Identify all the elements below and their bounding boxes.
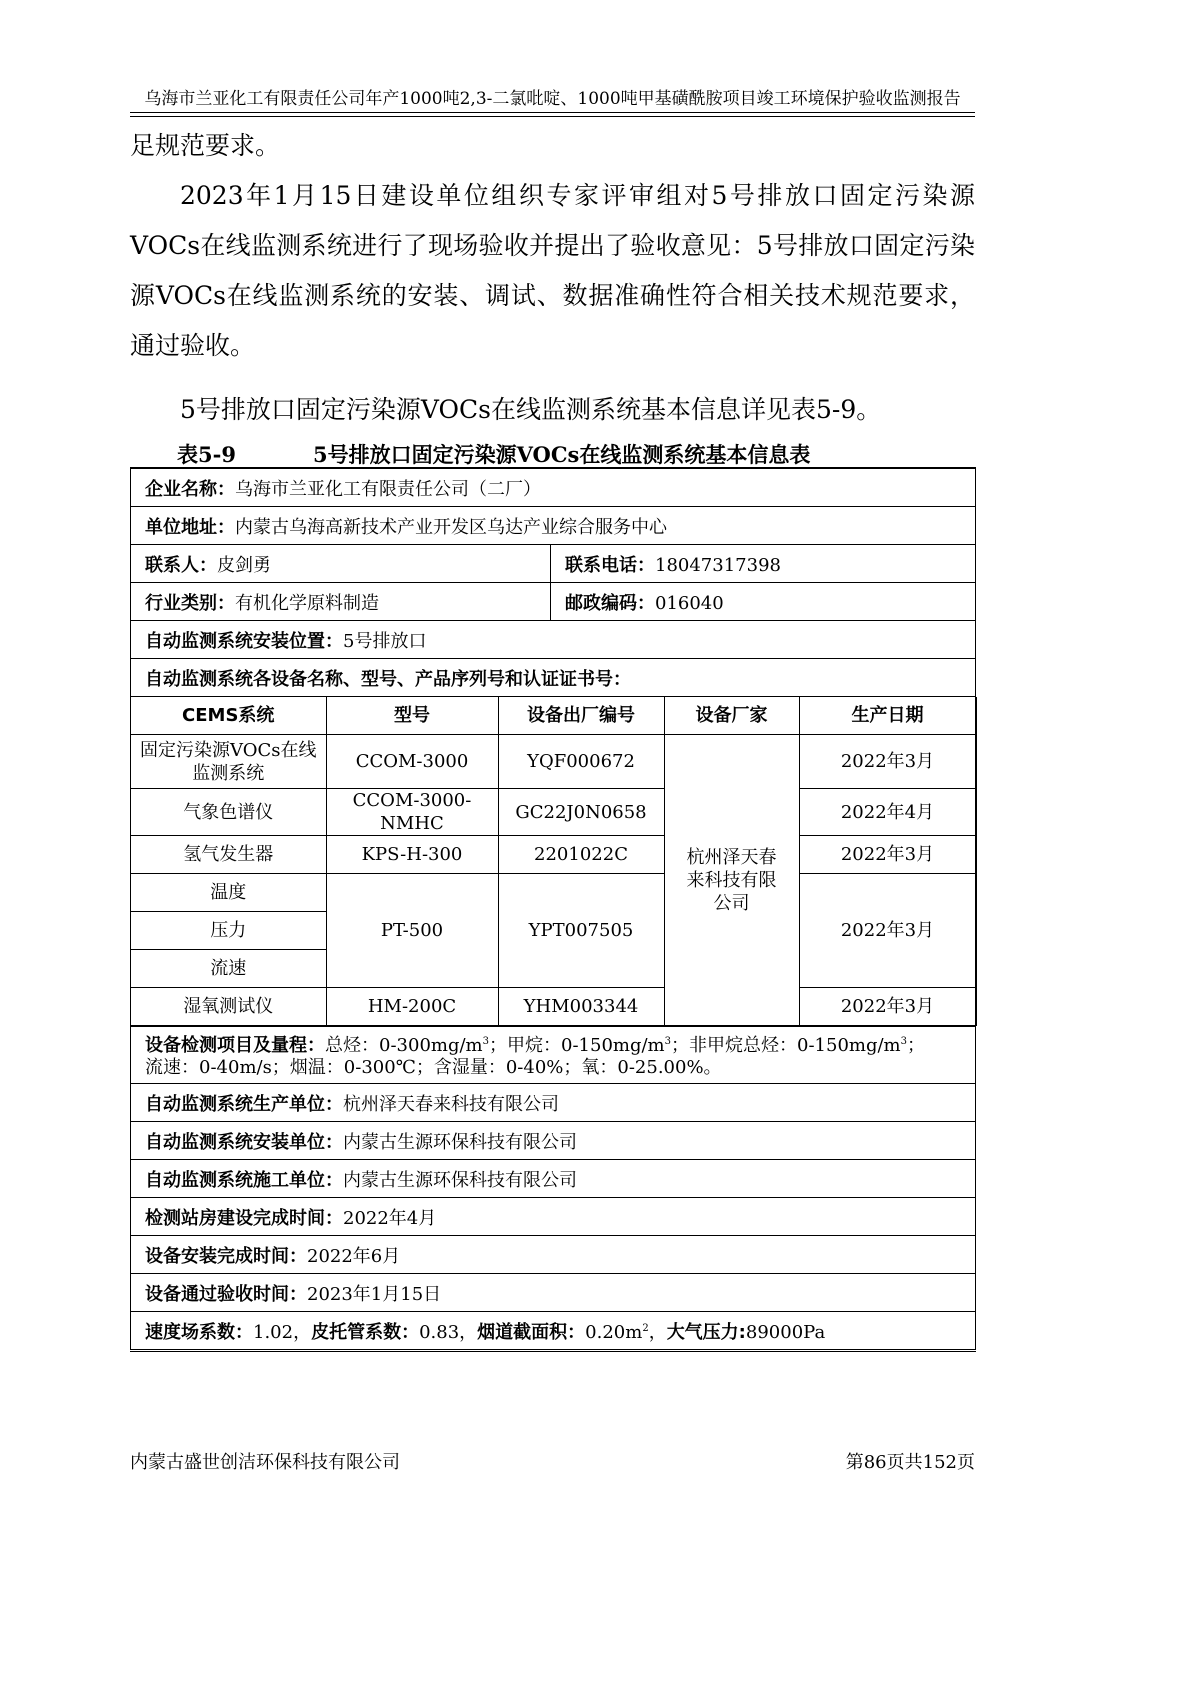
- detail-row: [131, 1084, 976, 1122]
- equipment-name: 气象色谱仪: [131, 789, 326, 836]
- install-position-row: [131, 621, 976, 659]
- industry-cell: [131, 583, 551, 621]
- equipment-serial: GC22J0N0658: [498, 789, 664, 836]
- range-nmhc: ；非甲烷总烃：0-150mg/m: [671, 1035, 901, 1056]
- equipment-model: CCOM-3000-NMHC: [326, 789, 498, 836]
- pitot-label: 皮托管系数：: [311, 1321, 420, 1343]
- detail-row: [131, 1160, 976, 1198]
- phone-cell: [551, 545, 976, 583]
- equipment-serial: YHM003344: [498, 988, 664, 1026]
- equipment-name: 温度: [131, 874, 326, 912]
- coefficients-row: [131, 1312, 976, 1351]
- superscript: 2: [642, 1322, 649, 1334]
- area-separator: ，: [648, 1321, 667, 1343]
- detail-label: 检测站房建设完成时间：: [145, 1207, 343, 1229]
- paragraph-acceptance: 2023年1月15日建设单位组织专家评审组对5号排放口固定污染源VOCs在线监测系统进行了现场验收并提出了验收意见：5号排放口固定污染源VOCs在线监测系统的安装、调试、数据准确性符合相关技术规范要求，通过验收。: [130, 181, 975, 360]
- detail-row: [131, 1274, 976, 1312]
- equipment-table: [131, 697, 977, 1026]
- detail-value: 2022年6月: [307, 1245, 401, 1267]
- contact-cell: [131, 545, 551, 583]
- table-number: 表5-9: [177, 442, 236, 467]
- equipment-model: HM-200C: [326, 988, 498, 1026]
- detail-label: 设备通过验收时间：: [145, 1283, 307, 1305]
- detection-range-label: 设备检测项目及量程：: [145, 1035, 325, 1056]
- postcode-cell: [551, 583, 976, 621]
- equipment-name: 流速: [131, 950, 326, 988]
- equipment-model: PT-500: [326, 874, 498, 988]
- info-table: [130, 467, 976, 1352]
- equipment-serial: YQF000672: [498, 735, 664, 789]
- superscript: 3: [664, 1036, 671, 1047]
- table-row: [131, 735, 976, 789]
- header-manufacturer: 设备厂家: [664, 697, 799, 735]
- footer-company: 内蒙古盛世创洁环保科技有限公司: [130, 1452, 400, 1473]
- equipment-name: 压力: [131, 912, 326, 950]
- equipment-cell: [131, 697, 976, 1027]
- detail-label: 自动监测系统生产单位：: [145, 1093, 343, 1115]
- equipment-serial: YPT007505: [498, 874, 664, 988]
- paragraph-table-reference: 5号排放口固定污染源VOCs在线监测系统基本信息详见表5-9。: [180, 395, 882, 424]
- equipment-name: 湿氧测试仪: [131, 988, 326, 1026]
- address-label: 单位地址：: [145, 516, 235, 538]
- install-position-value: 5号排放口: [343, 630, 427, 652]
- equipment-list-label: 自动监测系统各设备名称、型号、产品序列号和认证证书号：: [145, 668, 631, 690]
- install-position-label: 自动监测系统安装位置：: [145, 630, 343, 652]
- detail-value: 2023年1月15日: [307, 1283, 442, 1305]
- equipment-serial: 2201022C: [498, 836, 664, 874]
- table-row: [131, 988, 976, 1026]
- pitot-value: 0.83，: [419, 1321, 478, 1343]
- header-cems: CEMS系统: [131, 697, 326, 735]
- detail-value: 杭州泽天春来科技有限公司: [343, 1093, 559, 1115]
- area-label: 烟道截面积：: [477, 1321, 586, 1343]
- contact-value: 皮剑勇: [217, 554, 271, 576]
- contact-label: 联系人：: [145, 554, 217, 576]
- industry-label: 行业类别：: [145, 592, 235, 614]
- equipment-date: 2022年3月: [799, 874, 976, 988]
- equipment-manufacturer: 杭州泽天春来科技有限公司: [664, 735, 799, 1026]
- postcode-label: 邮政编码：: [565, 592, 655, 614]
- header-rule-bottom: [130, 116, 975, 117]
- equipment-list-row: [131, 659, 976, 697]
- header-date: 生产日期: [799, 697, 976, 735]
- speed-value: 1.02，: [253, 1321, 312, 1343]
- area-value: 0.20m: [585, 1321, 643, 1343]
- detail-row: [131, 1236, 976, 1274]
- range-methane: ；甲烷：0-150mg/m: [489, 1035, 665, 1056]
- industry-value: 有机化学原料制造: [235, 592, 379, 614]
- footer-page-number: 第86页共152页: [845, 1452, 975, 1473]
- table-row: [131, 789, 976, 836]
- company-value: 乌海市兰亚化工有限责任公司（二厂）: [235, 478, 541, 500]
- detection-range-row: 设备检测项目及量程：总烃：$0-300mg/m^3$；甲烷：$0-150mg/m^3$；非甲烷总烃：$0-150mg/m^3$； 流速：0-40m/s；烟温：0-300℃；含湿量：0-40%；氧：0-25.00%。: [131, 1027, 976, 1084]
- detail-row: [131, 1198, 976, 1236]
- superscript: 3: [900, 1036, 907, 1047]
- detail-value: 内蒙古生源环保科技有限公司: [343, 1131, 577, 1153]
- equipment-date: 2022年3月: [799, 836, 976, 874]
- company-label: 企业名称：: [145, 478, 235, 500]
- phone-label: 联系电话：: [565, 554, 655, 576]
- equipment-model: CCOM-3000: [326, 735, 498, 789]
- address-row: [131, 507, 976, 545]
- superscript: 3: [482, 1036, 489, 1047]
- phone-value: 18047317398: [655, 554, 781, 576]
- detail-value: 内蒙古生源环保科技有限公司: [343, 1169, 577, 1191]
- range-line-two: 流速：0-40m/s；烟温：0-300℃；含湿量：0-40%；氧：0-25.00%。: [145, 1057, 722, 1078]
- equipment-model: KPS-H-300: [326, 836, 498, 874]
- equipment-name: 氢气发生器: [131, 836, 326, 874]
- detail-row: [131, 1122, 976, 1160]
- company-row: [131, 468, 976, 507]
- equipment-date: 2022年4月: [799, 789, 976, 836]
- pressure-value: 89000Pa: [745, 1321, 826, 1343]
- paragraph-continuation: 足规范要求。: [130, 131, 281, 160]
- table-row: [131, 836, 976, 874]
- detail-value: 2022年4月: [343, 1207, 437, 1229]
- equipment-header-row: [131, 697, 976, 735]
- detail-label: 自动监测系统施工单位：: [145, 1169, 343, 1191]
- header-model: 型号: [326, 697, 498, 735]
- speed-label: 速度场系数：: [145, 1321, 253, 1343]
- postcode-value: 016040: [655, 592, 724, 614]
- equipment-date: 2022年3月: [799, 735, 976, 789]
- header-rule-top: [130, 112, 975, 113]
- pressure-label: 大气压力:: [666, 1321, 746, 1343]
- detail-label: 自动监测系统安装单位：: [145, 1131, 343, 1153]
- range-total-hydrocarbon: 总烃：0-300mg/m: [325, 1035, 483, 1056]
- equipment-name: 固定污染源VOCs在线监测系统: [131, 735, 326, 789]
- table-name: 5号排放口固定污染源VOCs在线监测系统基本信息表: [313, 442, 811, 467]
- address-value: 内蒙古乌海高新技术产业开发区乌达产业综合服务中心: [235, 516, 667, 538]
- detail-label: 设备安装完成时间：: [145, 1245, 307, 1267]
- page-header: 乌海市兰亚化工有限责任公司年产1000吨2,3-二氯吡啶、1000吨甲基磺酰胺项目竣工环境保护验收监测报告: [144, 89, 961, 109]
- header-serial: 设备出厂编号: [498, 697, 664, 735]
- table-row: [131, 874, 976, 912]
- equipment-date: 2022年3月: [799, 988, 976, 1026]
